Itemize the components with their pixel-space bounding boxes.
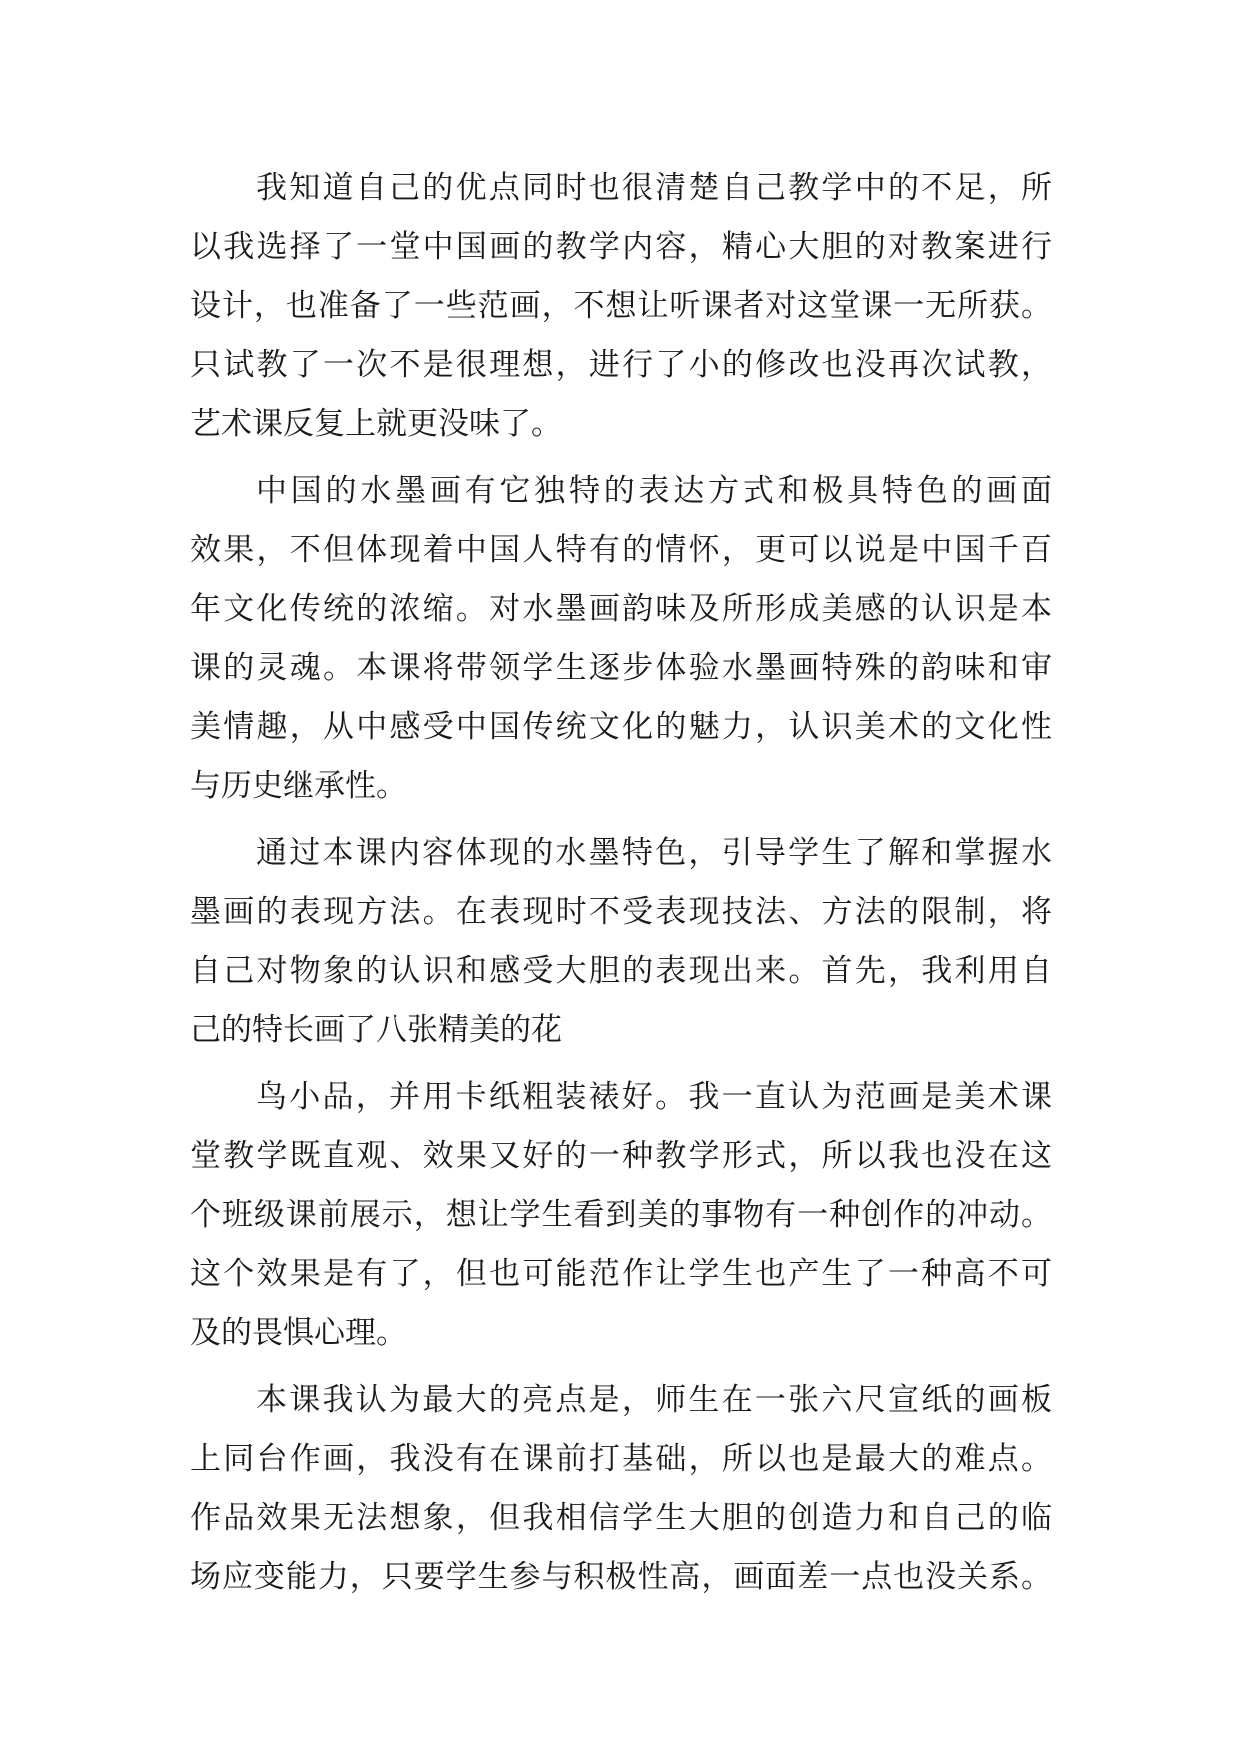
- paragraph-4: [190, 1068, 1052, 1363]
- text-line: 堂教学既直观、效果又好的一种教学形式，所以我也没在这: [190, 1138, 1052, 1174]
- text-line: 中国的水墨画有它独特的表达方式和极具特色的画面: [256, 473, 1052, 509]
- paragraph-5: [190, 1371, 1052, 1607]
- text-line: 美情趣，从中感受中国传统文化的魅力，认识美术的文化性: [190, 709, 1052, 745]
- text-line: 墨画的表现方法。在表现时不受表现技法、方法的限制，将: [190, 894, 1052, 930]
- text-line: 以我选择了一堂中国画的教学内容，精心大胆的对教案进行: [190, 229, 1052, 265]
- text-line: 与历史继承性。: [190, 768, 407, 804]
- text-line: 设计，也准备了一些范画，不想让听课者对这堂课一无所获。: [190, 288, 1052, 324]
- text-line: 己的特长画了八张精美的花: [190, 1012, 562, 1048]
- paragraph-3: [190, 824, 1052, 1060]
- document-body: [190, 159, 1052, 1607]
- text-line: 个班级课前展示，想让学生看到美的事物有一种创作的冲动。: [190, 1197, 1052, 1233]
- text-line: 课的灵魂。本课将带领学生逐步体验水墨画特殊的韵味和审: [190, 650, 1052, 686]
- text-line: 本课我认为最大的亮点是，师生在一张六尺宣纸的画板: [256, 1382, 1052, 1418]
- text-line: 上同台作画，我没有在课前打基础，所以也是最大的难点。: [190, 1441, 1052, 1477]
- text-line: 通过本课内容体现的水墨特色，引导学生了解和掌握水: [256, 835, 1052, 871]
- text-line: 效果，不但体现着中国人特有的情怀，更可以说是中国千百: [190, 532, 1052, 568]
- text-line: 及的畏惧心理。: [190, 1315, 407, 1351]
- text-line: 自己对物象的认识和感受大胆的表现出来。首先，我利用自: [190, 953, 1052, 989]
- text-line: 场应变能力，只要学生参与积极性高，画面差一点也没关系。: [190, 1559, 1052, 1595]
- text-line: 作品效果无法想象，但我相信学生大胆的创造力和自己的临: [190, 1500, 1052, 1536]
- text-line: 这个效果是有了，但也可能范作让学生也产生了一种高不可: [190, 1256, 1052, 1292]
- paragraph-2: [190, 462, 1052, 816]
- paragraph-1: [190, 159, 1052, 454]
- text-line: 只试教了一次不是很理想，进行了小的修改也没再次试教，: [190, 347, 1052, 383]
- text-line: 鸟小品，并用卡纸粗装裱好。我一直认为范画是美术课: [256, 1079, 1052, 1115]
- text-line: 我知道自己的优点同时也很清楚自己教学中的不足，所: [256, 170, 1052, 206]
- text-line: 年文化传统的浓缩。对水墨画韵味及所形成美感的认识是本: [190, 591, 1052, 627]
- text-line: 艺术课反复上就更没味了。: [190, 406, 562, 442]
